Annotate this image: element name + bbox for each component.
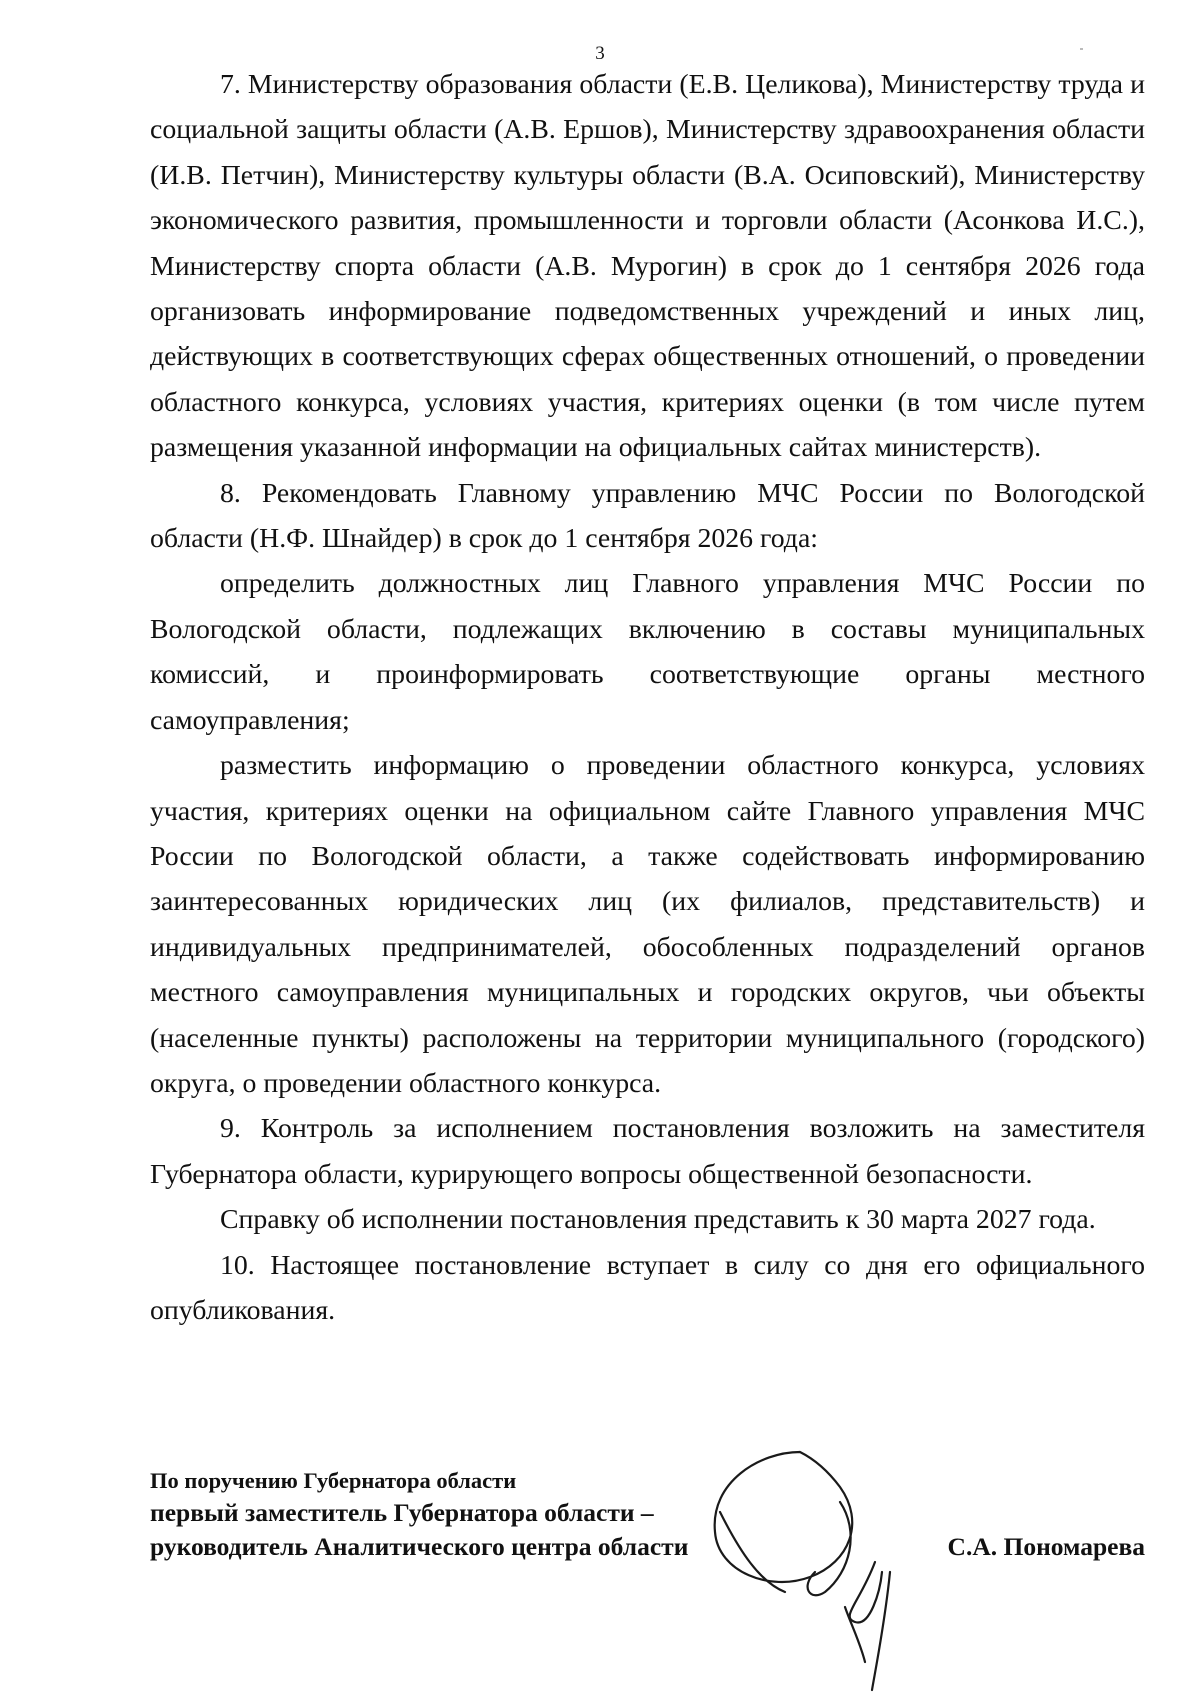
- signature-position-line-2: руководитель Аналитического центра области: [150, 1532, 689, 1561]
- paragraph-10: 10. Настоящее постановление вступает в силу со дня его официального опубликования.: [150, 1249, 1145, 1326]
- paragraph-8-item-2: разместить информацию о проведении областного конкурса, условиях участия, критериях оценки на официальном сайте Главного управления МЧС России по Вологодской области, а также содействовать информированию заинтересованных юридических лиц (их филиалов, представительств) и индивидуальных предпринимателей, обособленных подразделений органов местного самоуправления муниципальных и городских округов, чьи объекты (населенные пункты) расположены на территории муниципального (городского) округа, о проведении областного конкурса.: [150, 750, 1145, 1099]
- signatory-name: С.А. Пономарева: [947, 1532, 1145, 1561]
- paragraph-9: 9. Контроль за исполнением постановления возложить на заместителя Губернатора области, курирующего вопросы общественной безопасности.: [150, 1113, 1145, 1190]
- paragraph-9-report: Справку об исполнении постановления представить к 30 марта 2027 года.: [220, 1204, 1096, 1236]
- handwritten-signature: [700, 1442, 930, 1692]
- paragraph-7: 7. Министерству образования области (Е.В. Целикова), Министерству труда и социальной защиты области (А.В. Ершов), Министерству здравоохранения области (И.В. Петчин), Министерству культуры области (В.А. Осиповский), Министерству экономического развития, промышленности и торговли области (Асонкова И.С.), Министерству спорта области (А.В. Мурогин) в срок до 1 сентября 2026 года организовать информирование подведомственных учреждений и иных лиц, действующих в соответствующих сферах общественных отношений, о проведении областного конкурса, условиях участия, критериях оценки (в том числе путем размещения указанной информации на официальных сайтах министерств).: [150, 69, 1145, 464]
- paragraph-8: 8. Рекомендовать Главному управлению МЧС России по Вологодской области (Н.Ф. Шнайдер) в срок до 1 сентября 2026 года:: [150, 477, 1145, 555]
- document-body: [150, 62, 1145, 1333]
- page-number: 3: [595, 43, 605, 64]
- scan-speck: [1080, 48, 1083, 50]
- signature-mandate: По поручению Губернатора области: [150, 1468, 517, 1493]
- signature-block: [150, 1468, 1145, 1618]
- signature-position-line-1: первый заместитель Губернатора области –: [150, 1498, 654, 1527]
- paragraph-8-item-1: определить должностных лиц Главного управления МЧС России по Вологодской области, подлежащих включению в составы муниципальных комиссий, и проинформировать соответствующие органы местного самоуправления;: [150, 568, 1145, 736]
- signature-position: [150, 1496, 688, 1564]
